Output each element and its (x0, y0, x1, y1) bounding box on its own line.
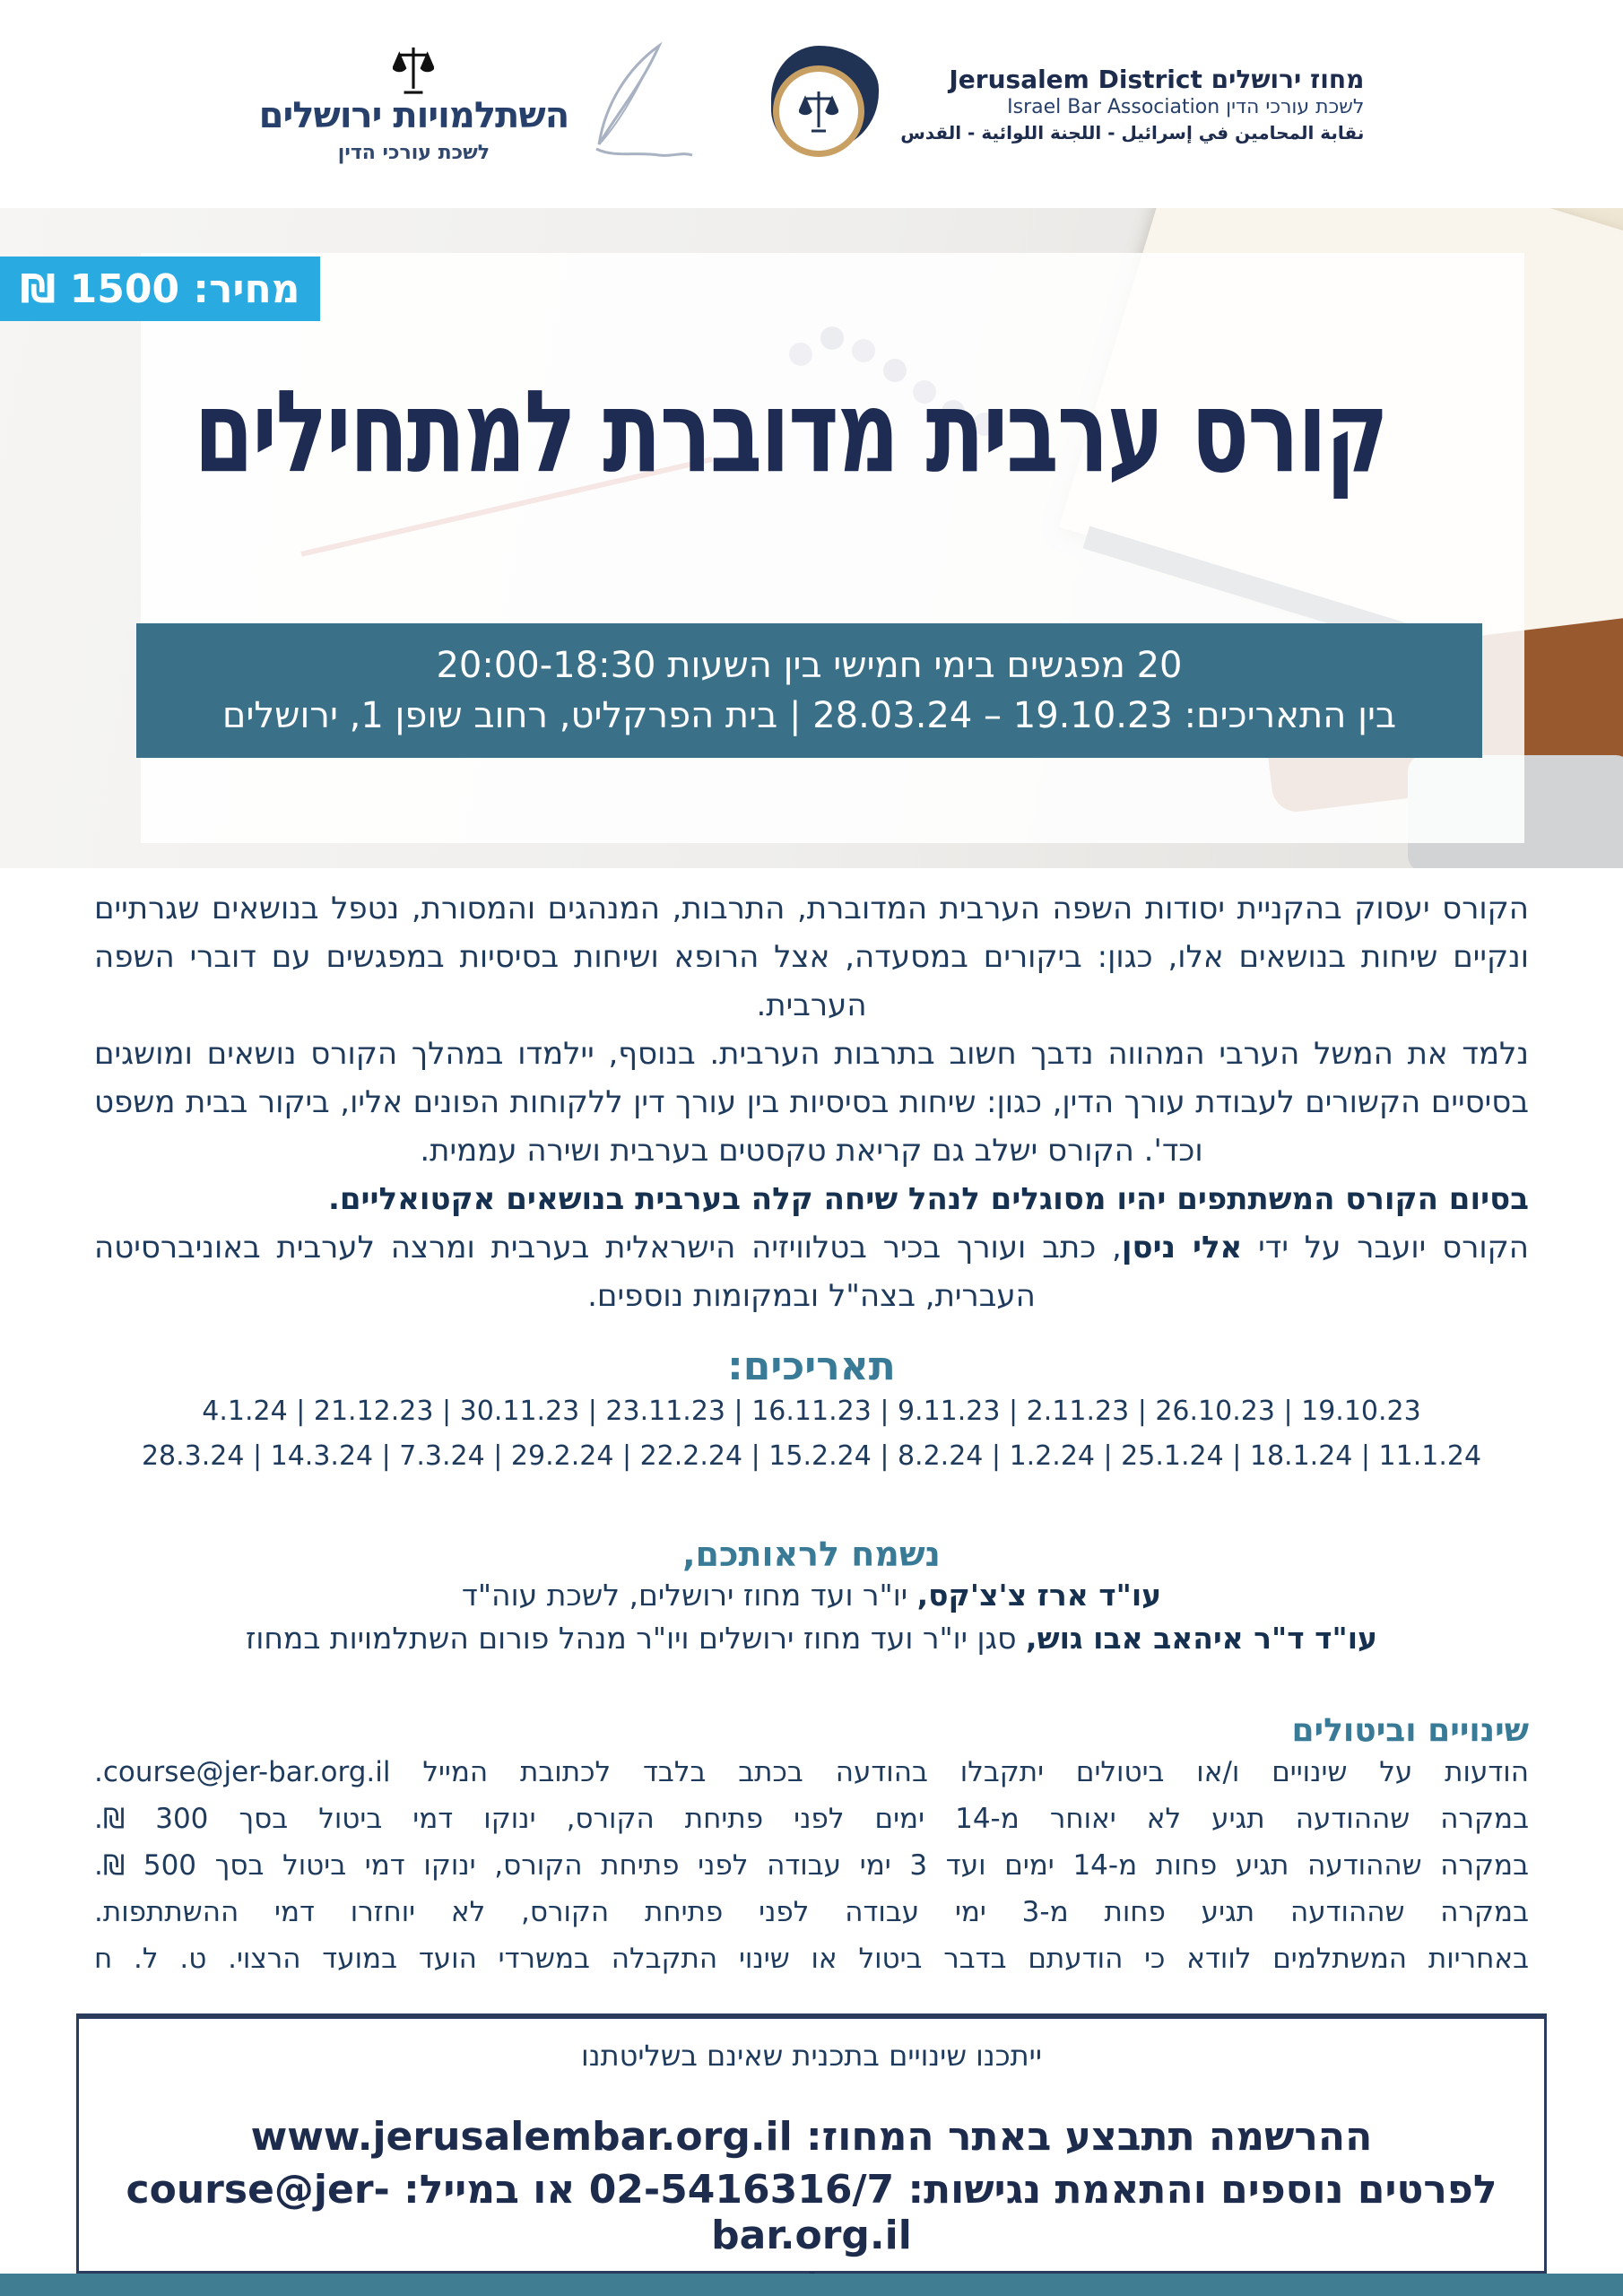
cancellation-policy-line: הודעות על שינויים ו/או ביטולים יתקבלו בהודעה בכתב בלבד לכתובת המייל course@jer-bar.org.il. (94, 1756, 1529, 1788)
price-badge: מחיר: 1500 ₪ (0, 257, 320, 321)
cancellation-policy-line: במקרה שההודעה תגיע פחות מ-14 ימים ועד 3 ימי עבודה לפני פתיחת הקורס, ינוקו דמי ביטול בסך 500 ₪. (94, 1849, 1530, 1882)
dates-heading: תאריכים: (727, 1344, 896, 1389)
main-content (0, 868, 1623, 1982)
course-title: קורס ערבית מדוברת למתחילים (194, 366, 1387, 499)
schedule-line-dates-location: בין התאריכים: 19.10.23 – 28.03.24 | בית הפרקליט, רחוב שופן 1, ירושלים (221, 695, 1397, 736)
course-topics-paragraph: נלמד את המשל הערבי המהווה נדבך חשוב בתרבות הערבית. בנוסף, יילמדו במהלך הקורס נושאים ומושגים בסיסיים הקשורים לעבודת עורך הדין, כגון: שיחות בסיסיות בין עורך דין ללקוחות הפונים אליו, ביקור בבית משפט וכד'. הקורס ישלב גם קריאת טקסטים בערבית ושירה עממית. (94, 1036, 1529, 1169)
district-emblem (771, 46, 888, 162)
contact-line: לפרטים נוספים והתאמת נגישות: 02-5416316/7 או במייל: course@jer-bar.org.il (126, 2167, 1497, 2258)
logo-arabic-line: نقابة المحامين في إسرائيل - اللجنة اللوائية - القدس (900, 122, 1365, 144)
emblem-ring (773, 65, 864, 157)
cancellation-policy-line: במקרה שההודעה תגיע לא יאוחר מ-14 ימים לפני פתיחת הקורס, ינוקו דמי ביטול בסך 300 ₪. (94, 1803, 1529, 1835)
logo-subtitle: לשכת עורכי הדין (337, 141, 490, 164)
quill-icon (574, 37, 708, 171)
bar-association-logo (771, 46, 1364, 162)
hishtalmuyot-logo-text (259, 45, 569, 164)
registration-line: ההרשמה תתבצע באתר המחוז: www.jerusalembar.org.il (250, 2114, 1373, 2160)
registration-box (76, 2013, 1547, 2274)
schedule-line-meetings: 20 מפגשים בימי חמישי בין השעות 20:00-18:30 (436, 645, 1183, 686)
dates-row-2: 28.3.24 | 14.3.24 | 7.3.24 | 29.2.24 | 22.2.24 | 15.2.24 | 8.2.24 | 1.2.24 | 25.1.24 | 18.1.24 | 11.1.24 (141, 1440, 1482, 1472)
instructor-prefix: הקורס יועבר על ידי (1242, 1230, 1529, 1265)
hishtalmuyot-logo (259, 37, 709, 171)
instructor-suffix: , כתב ועורך בכיר בטלוויזיה הישראלית בערבית ומרצה לערבית באוניברסיטה העברית, בצה"ל ובמקומות נוספים. (94, 1230, 1122, 1314)
logo-title: השתלמויות ירושלים (258, 94, 569, 136)
header (0, 0, 1623, 208)
scales-icon (393, 45, 434, 95)
chairman-name: עו"ד ארז צ'צ'קס, (916, 1578, 1162, 1613)
changes-note: ייתכנו שינויים בתכנית שאינם בשליטתנו (581, 2039, 1042, 2073)
bar-association-logo-text (900, 65, 1364, 144)
chairman-line (94, 1574, 1529, 1617)
greeting-heading: נשמח לראותכם, (682, 1535, 941, 1574)
course-outcome-line: בסיום הקורס המשתתפים יהיו מסוגלים לנהל שיחה קלה בערבית בנושאים אקטואליים. (327, 1181, 1529, 1217)
cancellation-policy-line: באחריות המשתלמים לוודא כי הודעתם בדבר ביטול או שינוי התקבלה במשרדי הועד במועד הרצוי. ט. ל. ח (94, 1943, 1529, 1975)
bottom-teal-bar (0, 2274, 1623, 2296)
schedule-info-box (136, 623, 1482, 758)
vice-chairman-title: סגן יו"ר ועד מחוז ירושלים ויו"ר מנהל פורום השתלמויות במחוז (245, 1621, 1027, 1656)
chairman-title: יו"ר ועד מחוז ירושלים, לשכת עוה"ד (461, 1578, 917, 1613)
cancellation-policy-line: במקרה שההודעה תגיע פחות מ-3 ימי עבודה לפני פתיחת הקורס, לא יוחזרו דמי ההשתתפות. (94, 1896, 1529, 1928)
vice-chairman-line (94, 1617, 1529, 1660)
dates-row-1: 4.1.24 | 21.12.23 | 30.11.23 | 23.11.23 | 16.11.23 | 9.11.23 | 2.11.23 | 26.10.23 | 19.10.23 (202, 1396, 1421, 1427)
course-description-paragraph: הקורס יעסוק בהקניית יסודות השפה הערבית המדוברת, התרבות, המנהגים והמסורת, נטפל בנושאים שגרתיים ונקיים שיחות בנושאים אלו, כגון: ביקורים במסעדה, אצל הרופא ושיחות בסיסיות במפגשים עם דוברי השפה הערבית. (94, 891, 1529, 1023)
instructor-paragraph (94, 1223, 1529, 1320)
vice-chairman-name: עו"ד ד"ר איהאב אבו גוש, (1026, 1621, 1378, 1656)
cancellations-heading: שינויים וביטולים (1291, 1712, 1529, 1749)
hero-section (0, 208, 1623, 868)
instructor-name: אלי ניסן (1121, 1230, 1243, 1265)
logo-association-line: לשכת עורכי הדין Israel Bar Association (1007, 96, 1365, 118)
scales-icon (799, 88, 838, 135)
logo-district-line: מחוז ירושלים Jerusalem District (949, 65, 1365, 94)
